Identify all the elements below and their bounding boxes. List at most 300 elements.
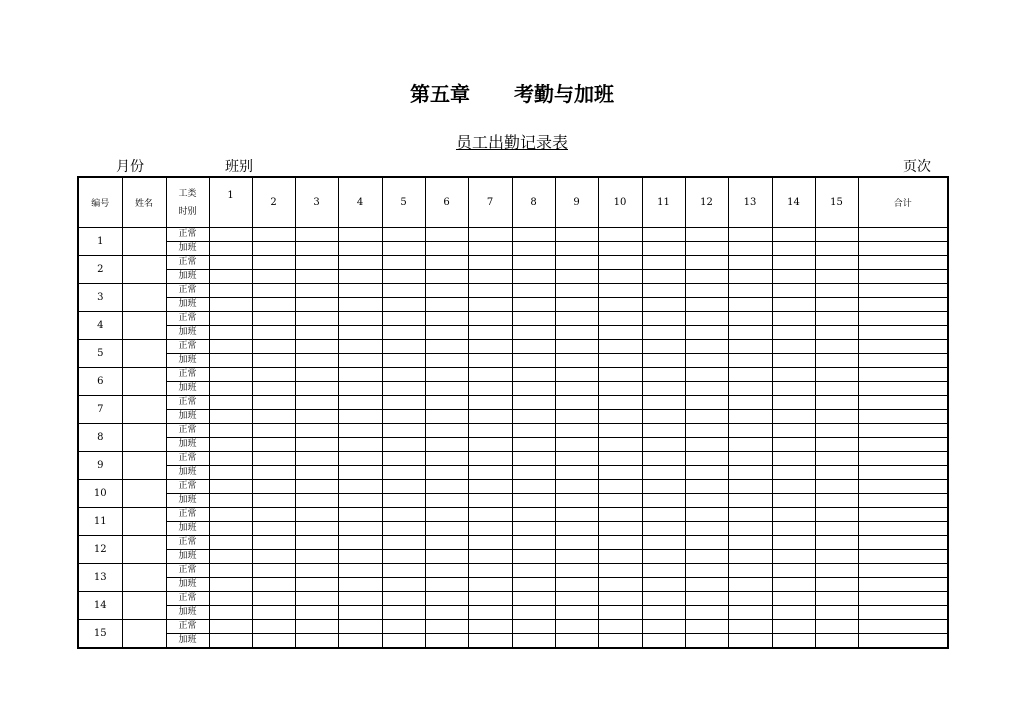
day-cell[interactable] bbox=[598, 228, 642, 242]
day-cell[interactable] bbox=[512, 550, 555, 564]
day-cell[interactable] bbox=[685, 522, 728, 536]
day-cell[interactable] bbox=[425, 312, 468, 326]
day-cell[interactable] bbox=[295, 424, 338, 438]
day-cell[interactable] bbox=[209, 312, 252, 326]
day-cell[interactable] bbox=[338, 256, 382, 270]
day-cell[interactable] bbox=[555, 536, 598, 550]
day-cell[interactable] bbox=[685, 242, 728, 256]
day-cell[interactable] bbox=[728, 480, 772, 494]
day-cell[interactable] bbox=[425, 494, 468, 508]
day-cell[interactable] bbox=[815, 326, 858, 340]
day-cell[interactable] bbox=[598, 256, 642, 270]
total-cell[interactable] bbox=[858, 522, 948, 536]
day-cell[interactable] bbox=[425, 354, 468, 368]
day-cell[interactable] bbox=[338, 550, 382, 564]
day-cell[interactable] bbox=[425, 564, 468, 578]
total-cell[interactable] bbox=[858, 256, 948, 270]
day-cell[interactable] bbox=[815, 368, 858, 382]
day-cell[interactable] bbox=[685, 396, 728, 410]
day-cell[interactable] bbox=[598, 578, 642, 592]
day-cell[interactable] bbox=[295, 284, 338, 298]
day-cell[interactable] bbox=[382, 242, 425, 256]
day-cell[interactable] bbox=[252, 354, 295, 368]
day-cell[interactable] bbox=[815, 564, 858, 578]
day-cell[interactable] bbox=[642, 522, 685, 536]
day-cell[interactable] bbox=[555, 228, 598, 242]
total-cell[interactable] bbox=[858, 382, 948, 396]
day-cell[interactable] bbox=[642, 228, 685, 242]
day-cell[interactable] bbox=[685, 634, 728, 649]
day-cell[interactable] bbox=[642, 354, 685, 368]
day-cell[interactable] bbox=[338, 606, 382, 620]
day-cell[interactable] bbox=[295, 564, 338, 578]
day-cell[interactable] bbox=[425, 270, 468, 284]
day-cell[interactable] bbox=[642, 424, 685, 438]
day-cell[interactable] bbox=[468, 382, 512, 396]
day-cell[interactable] bbox=[772, 270, 815, 284]
employee-name-cell[interactable] bbox=[122, 424, 166, 452]
day-cell[interactable] bbox=[815, 536, 858, 550]
day-cell[interactable] bbox=[685, 620, 728, 634]
day-cell[interactable] bbox=[685, 592, 728, 606]
day-cell[interactable] bbox=[815, 606, 858, 620]
day-cell[interactable] bbox=[598, 522, 642, 536]
day-cell[interactable] bbox=[555, 606, 598, 620]
day-cell[interactable] bbox=[685, 564, 728, 578]
day-cell[interactable] bbox=[728, 298, 772, 312]
day-cell[interactable] bbox=[382, 620, 425, 634]
total-cell[interactable] bbox=[858, 564, 948, 578]
day-cell[interactable] bbox=[425, 256, 468, 270]
day-cell[interactable] bbox=[295, 452, 338, 466]
day-cell[interactable] bbox=[468, 564, 512, 578]
day-cell[interactable] bbox=[338, 438, 382, 452]
day-cell[interactable] bbox=[252, 270, 295, 284]
day-cell[interactable] bbox=[728, 410, 772, 424]
day-cell[interactable] bbox=[468, 228, 512, 242]
day-cell[interactable] bbox=[425, 298, 468, 312]
day-cell[interactable] bbox=[382, 494, 425, 508]
day-cell[interactable] bbox=[295, 522, 338, 536]
total-cell[interactable] bbox=[858, 312, 948, 326]
day-cell[interactable] bbox=[295, 592, 338, 606]
day-cell[interactable] bbox=[252, 438, 295, 452]
total-cell[interactable] bbox=[858, 606, 948, 620]
day-cell[interactable] bbox=[598, 466, 642, 480]
day-cell[interactable] bbox=[295, 368, 338, 382]
total-cell[interactable] bbox=[858, 284, 948, 298]
day-cell[interactable] bbox=[295, 242, 338, 256]
day-cell[interactable] bbox=[685, 606, 728, 620]
total-cell[interactable] bbox=[858, 634, 948, 649]
day-cell[interactable] bbox=[728, 228, 772, 242]
day-cell[interactable] bbox=[555, 550, 598, 564]
day-cell[interactable] bbox=[252, 396, 295, 410]
day-cell[interactable] bbox=[468, 606, 512, 620]
day-cell[interactable] bbox=[728, 578, 772, 592]
day-cell[interactable] bbox=[728, 340, 772, 354]
day-cell[interactable] bbox=[685, 466, 728, 480]
day-cell[interactable] bbox=[252, 284, 295, 298]
day-cell[interactable] bbox=[468, 550, 512, 564]
day-cell[interactable] bbox=[598, 550, 642, 564]
employee-name-cell[interactable] bbox=[122, 536, 166, 564]
employee-name-cell[interactable] bbox=[122, 480, 166, 508]
day-cell[interactable] bbox=[338, 326, 382, 340]
day-cell[interactable] bbox=[468, 578, 512, 592]
day-cell[interactable] bbox=[468, 284, 512, 298]
day-cell[interactable] bbox=[772, 606, 815, 620]
day-cell[interactable] bbox=[252, 480, 295, 494]
day-cell[interactable] bbox=[772, 522, 815, 536]
day-cell[interactable] bbox=[555, 298, 598, 312]
day-cell[interactable] bbox=[642, 606, 685, 620]
day-cell[interactable] bbox=[382, 452, 425, 466]
day-cell[interactable] bbox=[815, 396, 858, 410]
day-cell[interactable] bbox=[772, 480, 815, 494]
day-cell[interactable] bbox=[209, 494, 252, 508]
day-cell[interactable] bbox=[295, 466, 338, 480]
day-cell[interactable] bbox=[252, 228, 295, 242]
day-cell[interactable] bbox=[555, 620, 598, 634]
day-cell[interactable] bbox=[338, 452, 382, 466]
day-cell[interactable] bbox=[382, 536, 425, 550]
day-cell[interactable] bbox=[209, 550, 252, 564]
day-cell[interactable] bbox=[338, 242, 382, 256]
day-cell[interactable] bbox=[425, 480, 468, 494]
day-cell[interactable] bbox=[512, 480, 555, 494]
day-cell[interactable] bbox=[555, 452, 598, 466]
day-cell[interactable] bbox=[642, 410, 685, 424]
employee-name-cell[interactable] bbox=[122, 284, 166, 312]
day-cell[interactable] bbox=[425, 228, 468, 242]
day-cell[interactable] bbox=[772, 466, 815, 480]
day-cell[interactable] bbox=[468, 298, 512, 312]
day-cell[interactable] bbox=[468, 424, 512, 438]
day-cell[interactable] bbox=[382, 550, 425, 564]
day-cell[interactable] bbox=[728, 424, 772, 438]
day-cell[interactable] bbox=[252, 508, 295, 522]
day-cell[interactable] bbox=[512, 606, 555, 620]
day-cell[interactable] bbox=[425, 424, 468, 438]
day-cell[interactable] bbox=[685, 424, 728, 438]
day-cell[interactable] bbox=[382, 382, 425, 396]
day-cell[interactable] bbox=[382, 228, 425, 242]
day-cell[interactable] bbox=[338, 382, 382, 396]
day-cell[interactable] bbox=[815, 438, 858, 452]
day-cell[interactable] bbox=[555, 480, 598, 494]
day-cell[interactable] bbox=[685, 410, 728, 424]
day-cell[interactable] bbox=[685, 536, 728, 550]
day-cell[interactable] bbox=[772, 578, 815, 592]
day-cell[interactable] bbox=[598, 382, 642, 396]
day-cell[interactable] bbox=[252, 410, 295, 424]
day-cell[interactable] bbox=[468, 256, 512, 270]
employee-name-cell[interactable] bbox=[122, 592, 166, 620]
day-cell[interactable] bbox=[598, 312, 642, 326]
day-cell[interactable] bbox=[295, 410, 338, 424]
day-cell[interactable] bbox=[555, 312, 598, 326]
day-cell[interactable] bbox=[728, 592, 772, 606]
day-cell[interactable] bbox=[338, 564, 382, 578]
day-cell[interactable] bbox=[685, 270, 728, 284]
day-cell[interactable] bbox=[685, 284, 728, 298]
day-cell[interactable] bbox=[338, 298, 382, 312]
day-cell[interactable] bbox=[338, 508, 382, 522]
day-cell[interactable] bbox=[815, 522, 858, 536]
day-cell[interactable] bbox=[295, 494, 338, 508]
day-cell[interactable] bbox=[642, 256, 685, 270]
day-cell[interactable] bbox=[468, 312, 512, 326]
day-cell[interactable] bbox=[642, 340, 685, 354]
day-cell[interactable] bbox=[598, 340, 642, 354]
day-cell[interactable] bbox=[252, 298, 295, 312]
day-cell[interactable] bbox=[815, 312, 858, 326]
day-cell[interactable] bbox=[598, 242, 642, 256]
day-cell[interactable] bbox=[512, 368, 555, 382]
day-cell[interactable] bbox=[209, 536, 252, 550]
day-cell[interactable] bbox=[772, 564, 815, 578]
total-cell[interactable] bbox=[858, 354, 948, 368]
day-cell[interactable] bbox=[512, 396, 555, 410]
day-cell[interactable] bbox=[772, 312, 815, 326]
day-cell[interactable] bbox=[295, 382, 338, 396]
day-cell[interactable] bbox=[468, 508, 512, 522]
day-cell[interactable] bbox=[772, 228, 815, 242]
day-cell[interactable] bbox=[815, 228, 858, 242]
day-cell[interactable] bbox=[728, 508, 772, 522]
day-cell[interactable] bbox=[338, 354, 382, 368]
day-cell[interactable] bbox=[425, 522, 468, 536]
day-cell[interactable] bbox=[772, 550, 815, 564]
employee-name-cell[interactable] bbox=[122, 256, 166, 284]
day-cell[interactable] bbox=[338, 578, 382, 592]
day-cell[interactable] bbox=[382, 466, 425, 480]
total-cell[interactable] bbox=[858, 242, 948, 256]
day-cell[interactable] bbox=[209, 298, 252, 312]
total-cell[interactable] bbox=[858, 228, 948, 242]
day-cell[interactable] bbox=[295, 326, 338, 340]
day-cell[interactable] bbox=[815, 340, 858, 354]
day-cell[interactable] bbox=[209, 354, 252, 368]
day-cell[interactable] bbox=[598, 452, 642, 466]
day-cell[interactable] bbox=[728, 242, 772, 256]
day-cell[interactable] bbox=[685, 368, 728, 382]
day-cell[interactable] bbox=[642, 550, 685, 564]
day-cell[interactable] bbox=[252, 382, 295, 396]
day-cell[interactable] bbox=[815, 592, 858, 606]
day-cell[interactable] bbox=[598, 298, 642, 312]
day-cell[interactable] bbox=[815, 410, 858, 424]
day-cell[interactable] bbox=[598, 438, 642, 452]
day-cell[interactable] bbox=[685, 578, 728, 592]
day-cell[interactable] bbox=[252, 550, 295, 564]
day-cell[interactable] bbox=[772, 298, 815, 312]
day-cell[interactable] bbox=[382, 592, 425, 606]
day-cell[interactable] bbox=[512, 242, 555, 256]
day-cell[interactable] bbox=[338, 466, 382, 480]
day-cell[interactable] bbox=[598, 326, 642, 340]
total-cell[interactable] bbox=[858, 592, 948, 606]
day-cell[interactable] bbox=[685, 312, 728, 326]
day-cell[interactable] bbox=[642, 396, 685, 410]
day-cell[interactable] bbox=[209, 480, 252, 494]
day-cell[interactable] bbox=[338, 340, 382, 354]
day-cell[interactable] bbox=[555, 424, 598, 438]
day-cell[interactable] bbox=[555, 592, 598, 606]
day-cell[interactable] bbox=[598, 592, 642, 606]
day-cell[interactable] bbox=[252, 242, 295, 256]
day-cell[interactable] bbox=[598, 368, 642, 382]
day-cell[interactable] bbox=[642, 284, 685, 298]
day-cell[interactable] bbox=[468, 242, 512, 256]
day-cell[interactable] bbox=[295, 396, 338, 410]
day-cell[interactable] bbox=[468, 522, 512, 536]
day-cell[interactable] bbox=[512, 452, 555, 466]
day-cell[interactable] bbox=[468, 326, 512, 340]
day-cell[interactable] bbox=[295, 620, 338, 634]
day-cell[interactable] bbox=[512, 634, 555, 649]
day-cell[interactable] bbox=[728, 564, 772, 578]
day-cell[interactable] bbox=[772, 354, 815, 368]
day-cell[interactable] bbox=[338, 284, 382, 298]
day-cell[interactable] bbox=[728, 452, 772, 466]
day-cell[interactable] bbox=[728, 466, 772, 480]
day-cell[interactable] bbox=[295, 438, 338, 452]
day-cell[interactable] bbox=[642, 592, 685, 606]
day-cell[interactable] bbox=[295, 480, 338, 494]
day-cell[interactable] bbox=[642, 466, 685, 480]
day-cell[interactable] bbox=[468, 354, 512, 368]
day-cell[interactable] bbox=[728, 550, 772, 564]
day-cell[interactable] bbox=[815, 270, 858, 284]
day-cell[interactable] bbox=[728, 382, 772, 396]
day-cell[interactable] bbox=[425, 634, 468, 649]
day-cell[interactable] bbox=[338, 522, 382, 536]
day-cell[interactable] bbox=[555, 382, 598, 396]
day-cell[interactable] bbox=[209, 284, 252, 298]
day-cell[interactable] bbox=[512, 382, 555, 396]
day-cell[interactable] bbox=[338, 620, 382, 634]
employee-name-cell[interactable] bbox=[122, 564, 166, 592]
day-cell[interactable] bbox=[425, 326, 468, 340]
day-cell[interactable] bbox=[772, 620, 815, 634]
day-cell[interactable] bbox=[772, 438, 815, 452]
total-cell[interactable] bbox=[858, 368, 948, 382]
total-cell[interactable] bbox=[858, 410, 948, 424]
day-cell[interactable] bbox=[642, 438, 685, 452]
day-cell[interactable] bbox=[772, 382, 815, 396]
day-cell[interactable] bbox=[209, 410, 252, 424]
day-cell[interactable] bbox=[425, 396, 468, 410]
day-cell[interactable] bbox=[338, 494, 382, 508]
day-cell[interactable] bbox=[425, 620, 468, 634]
day-cell[interactable] bbox=[425, 592, 468, 606]
day-cell[interactable] bbox=[598, 410, 642, 424]
day-cell[interactable] bbox=[468, 480, 512, 494]
day-cell[interactable] bbox=[295, 340, 338, 354]
employee-name-cell[interactable] bbox=[122, 368, 166, 396]
day-cell[interactable] bbox=[512, 494, 555, 508]
day-cell[interactable] bbox=[772, 452, 815, 466]
day-cell[interactable] bbox=[468, 396, 512, 410]
day-cell[interactable] bbox=[512, 592, 555, 606]
day-cell[interactable] bbox=[685, 480, 728, 494]
day-cell[interactable] bbox=[555, 368, 598, 382]
total-cell[interactable] bbox=[858, 452, 948, 466]
day-cell[interactable] bbox=[425, 284, 468, 298]
day-cell[interactable] bbox=[642, 298, 685, 312]
day-cell[interactable] bbox=[555, 340, 598, 354]
day-cell[interactable] bbox=[382, 564, 425, 578]
day-cell[interactable] bbox=[815, 354, 858, 368]
total-cell[interactable] bbox=[858, 396, 948, 410]
day-cell[interactable] bbox=[555, 270, 598, 284]
total-cell[interactable] bbox=[858, 466, 948, 480]
day-cell[interactable] bbox=[252, 466, 295, 480]
day-cell[interactable] bbox=[598, 424, 642, 438]
day-cell[interactable] bbox=[728, 634, 772, 649]
day-cell[interactable] bbox=[772, 634, 815, 649]
day-cell[interactable] bbox=[815, 298, 858, 312]
day-cell[interactable] bbox=[382, 298, 425, 312]
day-cell[interactable] bbox=[685, 438, 728, 452]
day-cell[interactable] bbox=[512, 578, 555, 592]
total-cell[interactable] bbox=[858, 536, 948, 550]
day-cell[interactable] bbox=[772, 396, 815, 410]
day-cell[interactable] bbox=[295, 578, 338, 592]
day-cell[interactable] bbox=[772, 424, 815, 438]
employee-name-cell[interactable] bbox=[122, 228, 166, 256]
day-cell[interactable] bbox=[772, 284, 815, 298]
day-cell[interactable] bbox=[512, 256, 555, 270]
day-cell[interactable] bbox=[468, 536, 512, 550]
day-cell[interactable] bbox=[512, 326, 555, 340]
day-cell[interactable] bbox=[555, 522, 598, 536]
total-cell[interactable] bbox=[858, 550, 948, 564]
total-cell[interactable] bbox=[858, 270, 948, 284]
day-cell[interactable] bbox=[382, 340, 425, 354]
day-cell[interactable] bbox=[295, 298, 338, 312]
day-cell[interactable] bbox=[295, 354, 338, 368]
employee-name-cell[interactable] bbox=[122, 396, 166, 424]
total-cell[interactable] bbox=[858, 480, 948, 494]
total-cell[interactable] bbox=[858, 578, 948, 592]
day-cell[interactable] bbox=[728, 606, 772, 620]
day-cell[interactable] bbox=[512, 410, 555, 424]
day-cell[interactable] bbox=[425, 550, 468, 564]
day-cell[interactable] bbox=[295, 634, 338, 649]
day-cell[interactable] bbox=[642, 242, 685, 256]
day-cell[interactable] bbox=[252, 578, 295, 592]
day-cell[interactable] bbox=[382, 396, 425, 410]
day-cell[interactable] bbox=[685, 326, 728, 340]
day-cell[interactable] bbox=[555, 242, 598, 256]
total-cell[interactable] bbox=[858, 340, 948, 354]
day-cell[interactable] bbox=[295, 550, 338, 564]
day-cell[interactable] bbox=[598, 508, 642, 522]
day-cell[interactable] bbox=[382, 480, 425, 494]
day-cell[interactable] bbox=[382, 256, 425, 270]
total-cell[interactable] bbox=[858, 438, 948, 452]
day-cell[interactable] bbox=[642, 634, 685, 649]
total-cell[interactable] bbox=[858, 326, 948, 340]
day-cell[interactable] bbox=[555, 494, 598, 508]
day-cell[interactable] bbox=[382, 354, 425, 368]
day-cell[interactable] bbox=[209, 340, 252, 354]
day-cell[interactable] bbox=[382, 424, 425, 438]
day-cell[interactable] bbox=[252, 424, 295, 438]
